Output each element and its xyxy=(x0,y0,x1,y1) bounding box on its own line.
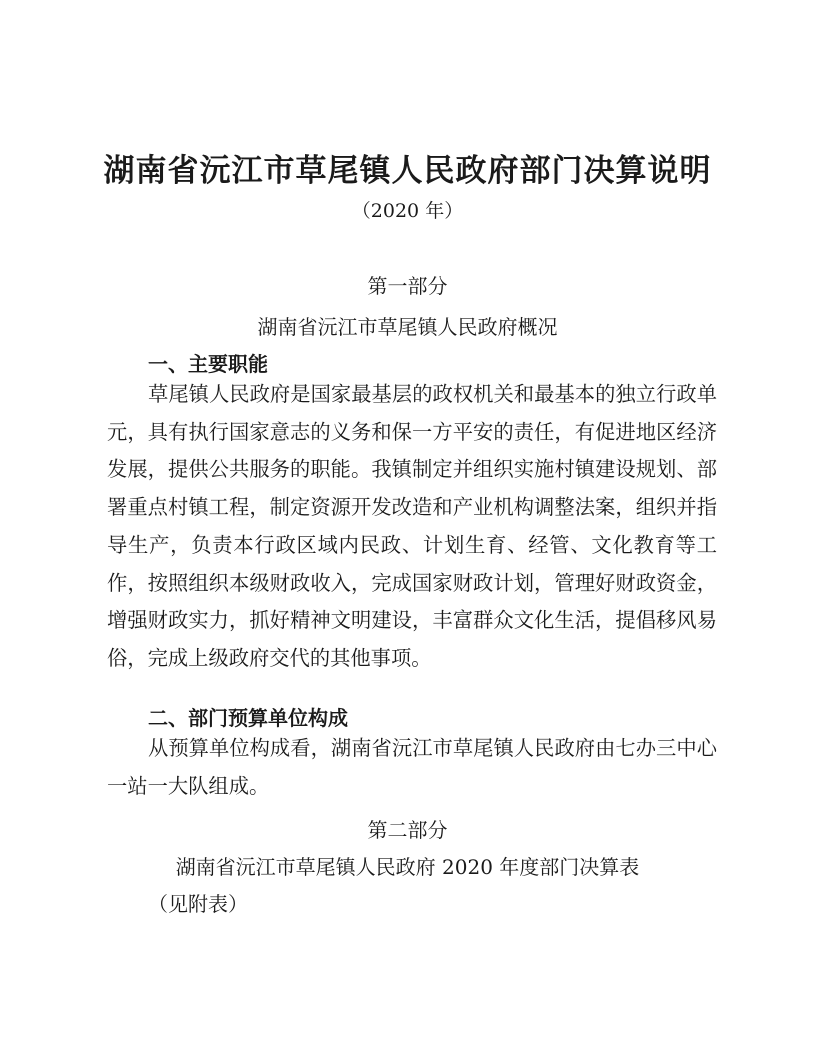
section2-heading: 二、部门预算单位构成 xyxy=(148,706,348,730)
document-title: 湖南省沅江市草尾镇人民政府部门决算说明 xyxy=(103,153,712,189)
part1-label: 第一部分 xyxy=(367,274,448,298)
section2-body: 从预算单位构成看，湖南省沅江市草尾镇人民政府由七办三中心一站一大队组成。 xyxy=(107,736,717,798)
part2-subtitle: 湖南省沅江市草尾镇人民政府 2020 年度部门决算表 xyxy=(175,855,640,879)
section1-heading: 一、主要职能 xyxy=(148,352,268,376)
section1-body: 草尾镇人民政府是国家最基层的政权机关和最基本的独立行政单元，具有执行国家意志的义务和保一方平安的责任，有促进地区经济发展，提供公共服务的职能。我镇制定并组织实施村镇建设规划、部署重点村镇工程，制定资源开发改造和产业机构调整法案，组织并指导生产，负责本行政区域内民政、计划生育、经管、文化教育等工作，按照组织本级财政收入，完成国家财政计划，管理好财政资金，增强财政实力，抓好精神文明建设，丰富群众文化生活，提倡移风易俗，完成上级政府交代的其他事项。 xyxy=(107,382,717,670)
part1-subtitle: 湖南省沅江市草尾镇人民政府概况 xyxy=(257,315,558,339)
part2-note: （见附表） xyxy=(148,892,248,916)
document-year: （2020 年） xyxy=(351,200,464,222)
part2-label: 第二部分 xyxy=(367,818,448,842)
